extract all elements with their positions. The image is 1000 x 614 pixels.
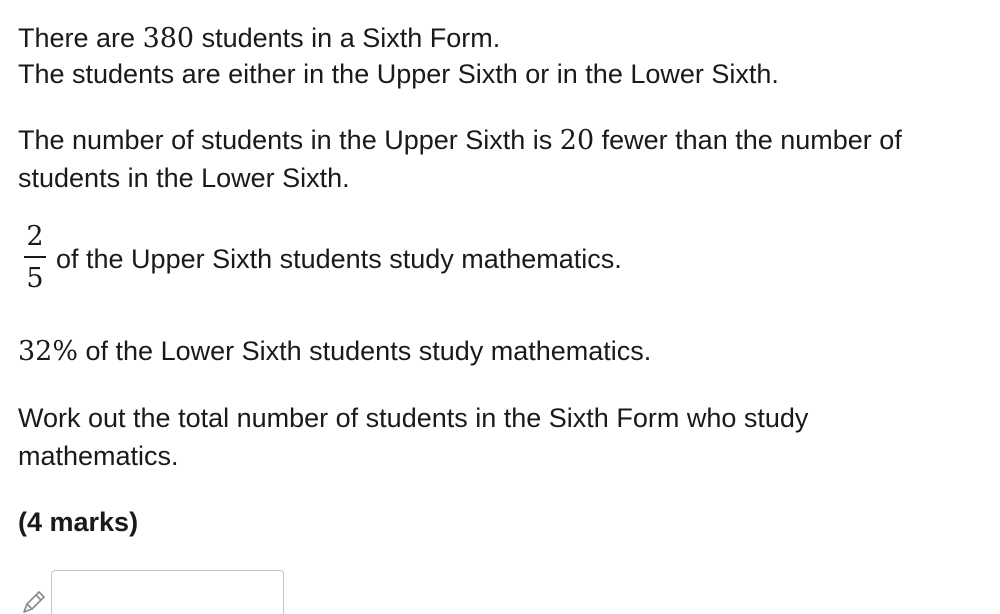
text-segment: of the Lower Sixth students study mathematics. [78,336,652,366]
question-line-lower-maths [18,333,651,370]
question-line-difference [18,122,902,159]
marks-label: (4 marks) [18,507,139,537]
pencil-icon [18,588,48,614]
fraction-bar [24,256,46,258]
question-line-groups: The students are either in the Upper Sixth or in the Lower Sixth. [18,59,779,89]
fraction-numerator: 2 [26,221,44,252]
question-task-line-cont: mathematics. [18,441,179,471]
question-task-line: Work out the total number of students in the Sixth Form who study [18,403,809,433]
percent-number: 32% [18,336,79,367]
question-line-difference-cont: students in the Lower Sixth. [18,163,350,193]
total-students-number: 380 [142,23,195,54]
answer-input[interactable] [51,570,284,614]
fraction [18,222,52,294]
text-segment: fewer than the number of [594,125,902,155]
text-segment: There are [18,23,143,53]
answer-area [14,568,304,614]
question-line-upper-maths: of the Upper Sixth students study mathematics. [56,244,622,274]
fraction-denominator: 5 [26,263,44,294]
text-segment: The number of students in the Upper Sixth is [18,125,560,155]
text-segment: students in a Sixth Form. [194,23,501,53]
difference-number: 20 [559,125,595,156]
question-line-total-students [18,20,500,57]
